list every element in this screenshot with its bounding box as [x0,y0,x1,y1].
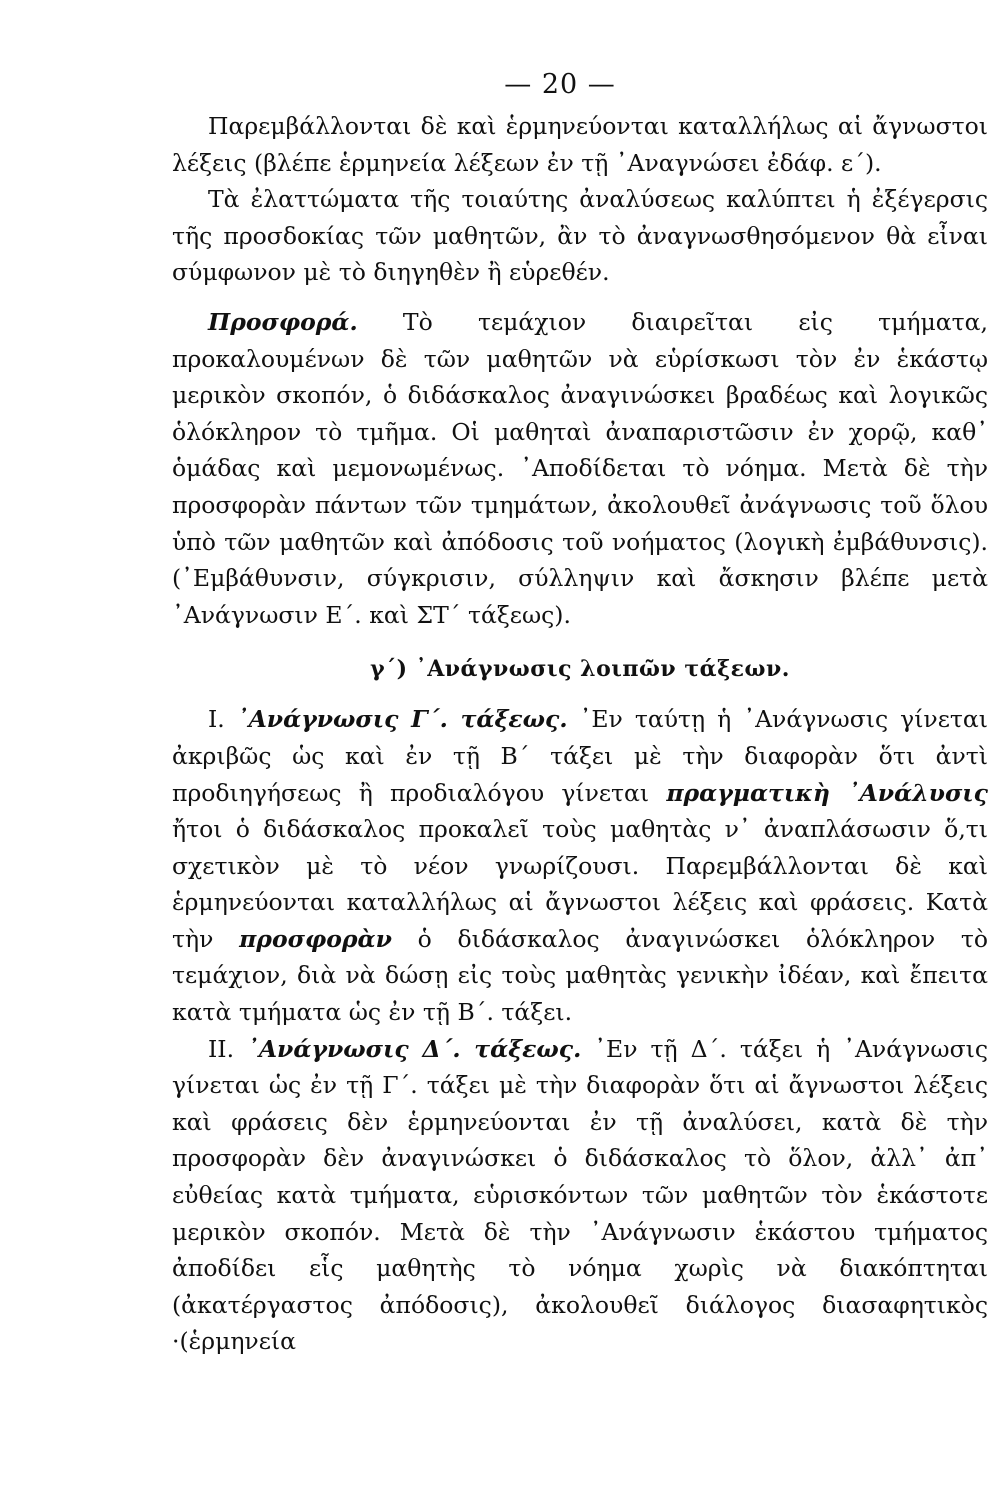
class-c-bold-analysis: πραγματικὴ ᾿Ανάλυσις [666,778,988,807]
class-d-heading: ᾿Ανάγνωσις Δ΄. τάξεως. [247,1034,582,1063]
paragraph-1: Παρεμβάλλονται δὲ καὶ ἑρμηνεύονται καταλλήλως αἱ ἄγνωστοι λέξεις (βλέπε ἑρμηνεία λέξεων ἐν τῇ ᾿Αναγνώσει ἐδάφ. ε΄). [172,112,988,177]
class-c-text-b: ἤτοι ὁ διδάσκαλος προκαλεῖ τοὺς μαθητὰς ν᾿ ἀναπλάσωσιν ὅ,τι σχετικὸν μὲ τὸ νέον γνωρίζουσι. Παρεμβάλλονται δὲ καὶ ἑρμηνεύονται καταλλήλως αἱ ἄγνωστοι λέξεις καὶ φράσεις. Κατὰ τὴν [172,815,988,953]
paragraph-class-c [172,701,988,1030]
class-c-text-a: ᾿Εν ταύτῃ ἡ ᾿Ανάγνωσις γίνεται ἀκριβῶς ὡς καὶ ἐν τῇ Β΄ τάξει μὲ τὴν διαφορὰν ὅτι ἀντὶ προδιηγήσεως ἢ προδιαλόγου γίνεται [172,705,988,807]
class-c-heading: ᾿Ανάγνωσις Γ΄. τάξεως. [236,705,568,734]
prosfora-heading: Προσφορά. [208,307,358,336]
page-number: — 20 — [504,69,616,100]
class-c-bold-prosfora: προσφορὰν [239,924,392,953]
document-page [172,62,988,1360]
class-c-number: Ι. [208,705,237,734]
section-heading: γ΄) ᾿Ανάγνωσις λοιπῶν τάξεων. [370,656,790,683]
class-d-text: ᾿Εν τῇ Δ΄. τάξει ἡ ᾿Ανάγνωσις γίνεται ὡς ἐν τῇ Γ΄. τάξει μὲ τὴν διαφορὰν ὅτι αἱ ἄγνωστοι λέξεις καὶ φράσεις δὲν ἑρμηνεύονται ἐν τῇ ἀναλύσει, κατὰ δὲ τὴν προσφορὰν δὲν ἀναγινώσκει ὁ διδάσκαλος τὸ ὅλον, ἀλλ᾿ ἀπ᾿ εὐθείας κατὰ τμήματα, εὑρισκόντων τῶν μαθητῶν τὸν ἑκάστοτε μερικὸν σκοπόν. Μετὰ δὲ τὴν ᾿Ανάγνωσιν ἑκάστου τμήματος ἀποδίδει εἷς μαθητὴς τὸ νόημα χωρὶς νὰ διακόπτηται (ἀκατέργαστος ἀπόδοσις), ἀκολουθεῖ διάλογος διασαφητικὸς ·(ἑρμηνεία [172,1034,988,1356]
class-c-text-c: ὁ διδάσκαλος ἀναγινώσκει ὁλόκληρον τὸ τεμάχιον, διὰ νὰ δώσῃ εἰς τοὺς μαθητὰς γενικὴν ἰδέαν, καὶ ἔπειτα κατὰ τμήματα ὡς ἐν τῇ Β΄. τάξει. [172,924,989,1027]
paragraph-prosfora [172,304,988,633]
paragraph-2: Τὰ ἐλαττώματα τῆς τοιαύτης ἀναλύσεως καλύπτει ἡ ἐξέγερσις τῆς προσδοκίας τῶν μαθητῶν, ἂν τὸ ἀναγνωσθησόμενον θὰ εἶναι σύμφωνον μὲ τὸ διηγηθὲν ἢ εὑρεθέν. [172,185,988,287]
paragraph-class-d [172,1031,988,1360]
prosfora-text: Τὸ τεμάχιον διαιρεῖται εἰς τμήματα, προκαλουμένων δὲ τῶν μαθητῶν νὰ εὑρίσκωσι τὸν ἐν ἑκάστῳ μερικὸν σκοπόν, ὁ διδάσκαλος ἀναγινώσκει βραδέως καὶ λογικῶς ὁλόκληρον τὸ τμῆμα. Οἱ μαθηταὶ ἀναπαριστῶσιν ἐν χορῷ, καθ᾿ ὁμάδας καὶ μεμονωμένως. ᾿Αποδίδεται τὸ νόημα. Μετὰ δὲ τὴν προσφορὰν πάντων τῶν τμημάτων, ἀκολουθεῖ ἀνάγνωσις τοῦ ὅλου ὑπὸ τῶν μαθητῶν καὶ ἀπόδοσις τοῦ νοήματος (λογικὴ ἐμβάθυνσις). (᾿Εμβάθυνσιν, σύγκρισιν, σύλληψιν καὶ ἄσκησιν βλέπε μετὰ ᾿Ανάγνωσιν Ε΄. καὶ ΣΤ΄ τάξεως). [172,307,988,629]
class-d-number: ΙΙ. [208,1034,248,1063]
paragraph-gap [172,291,988,304]
